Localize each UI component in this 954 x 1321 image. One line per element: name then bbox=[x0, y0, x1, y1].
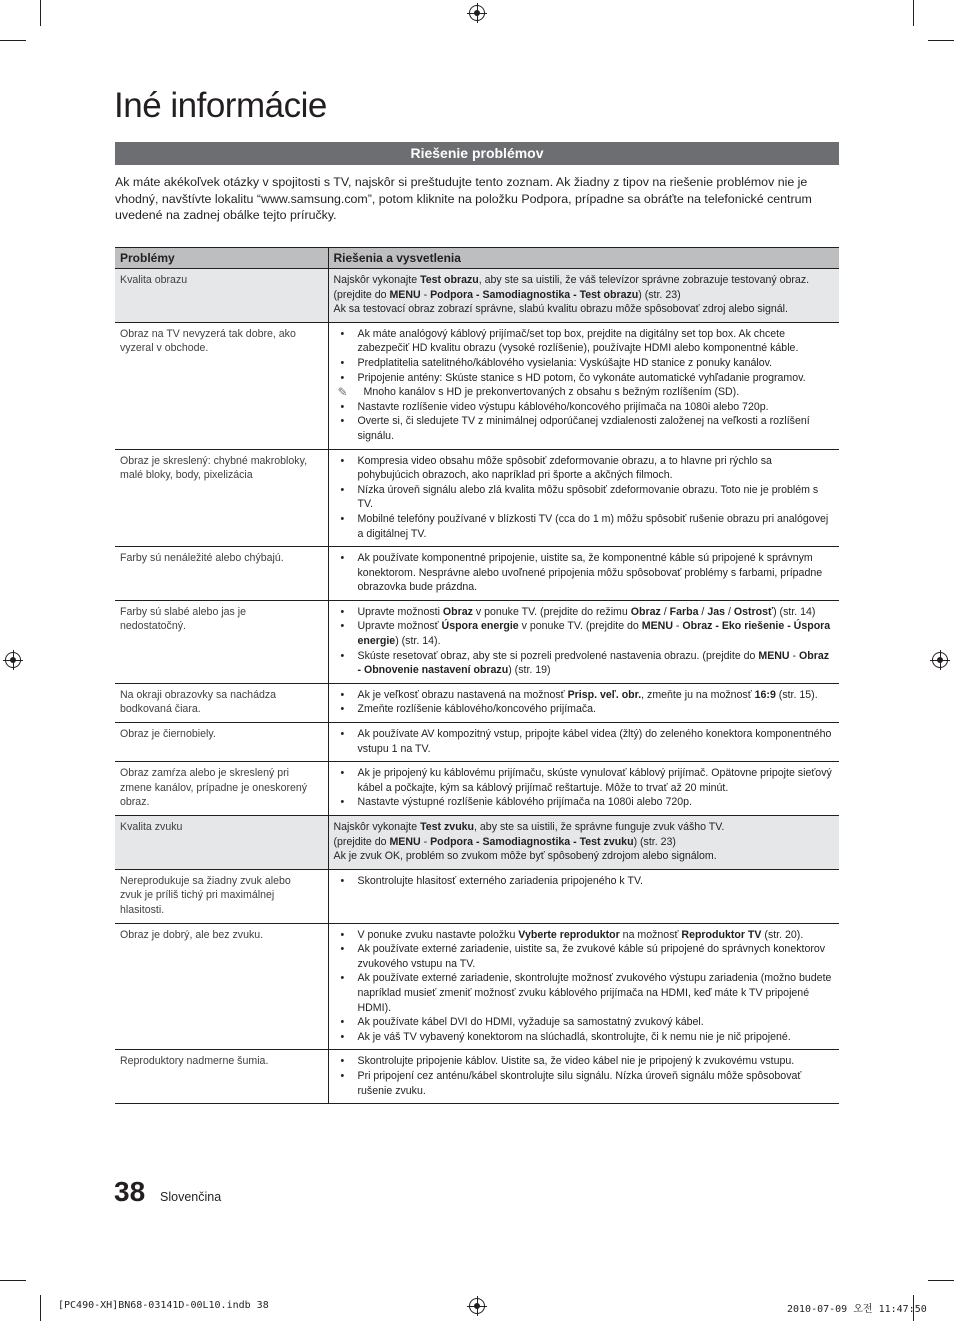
solution-list bbox=[334, 605, 836, 678]
table-row bbox=[115, 269, 839, 323]
troubleshooting-table bbox=[115, 247, 839, 1104]
problem-cell: Obraz je skreslený: chybné makrobloky, malé bloky, body, pixelizácia bbox=[115, 449, 328, 547]
problem-cell: Kvalita zvuku bbox=[115, 816, 328, 870]
list-item bbox=[334, 414, 836, 443]
table-row bbox=[115, 322, 839, 449]
text-run: Predplatitelia satelitného/káblového vysielania: Vyskúšajte HD stanice z ponuky kanálov. bbox=[357, 356, 773, 369]
solution-cell bbox=[328, 816, 839, 870]
text-run: Ak používate AV kompozitný vstup, pripojte kábel videa (žltý) do zeleného konektora komponentného vstupu 1 na TV. bbox=[357, 728, 832, 755]
note bbox=[334, 385, 836, 400]
solution-list bbox=[334, 551, 836, 595]
solution-cell bbox=[328, 762, 839, 816]
registration-mark-icon bbox=[469, 1298, 485, 1314]
text-run: v ponuke TV. (prejdite do režimu bbox=[472, 605, 631, 618]
text-run: Pri pripojení cez anténu/kábel skontrolujte silu signálu. Nízka úroveň signálu môže spôsobovať rušenie zvuku. bbox=[357, 1069, 802, 1097]
text-run: Skontrolujte pripojenie káblov. Uistite sa, že video kábel nie je pripojený k zvukovému vstupu. bbox=[357, 1055, 795, 1068]
solution-cell bbox=[328, 923, 839, 1050]
text-run: Skontrolujte hlasitosť externého zariadenia pripojeného k TV. bbox=[357, 874, 643, 887]
list-item bbox=[334, 702, 836, 717]
print-file-info: [PC490-XH]BN68-03141D-00L10.indb 38 bbox=[58, 1300, 269, 1311]
problem-cell: Obraz zamŕza alebo je skreslený pri zmene kanálov, prípadne je oneskorený obraz. bbox=[115, 762, 328, 816]
list-item bbox=[334, 454, 836, 483]
bold-text: Obraz - Eko riešenie - Úspora energie bbox=[357, 620, 831, 648]
text-run: v ponuke TV. (prejdite do bbox=[518, 620, 642, 633]
text-run: Ak máte analógový káblový prijímač/set top box, prejdite na digitálny set top box. Ak chcete zabezpečiť HD kvalitu obrazu (vysoké rozlíšenie), používajte HDMI alebo komponentné káble. bbox=[357, 327, 799, 355]
bold-text: Podpora - Samodiagnostika - Test obrazu bbox=[430, 288, 639, 301]
page-language: Slovenčina bbox=[160, 1190, 222, 1204]
table-row bbox=[115, 869, 839, 923]
problem-cell: Nereprodukuje sa žiadny zvuk alebo zvuk je príliš tichý pri maximálnej hlasitosti. bbox=[115, 869, 328, 923]
text-run: ) (str. 14) bbox=[773, 605, 816, 618]
table-row bbox=[115, 1050, 839, 1104]
bold-text: Farba bbox=[669, 605, 699, 618]
table-row bbox=[115, 600, 839, 683]
solution-cell bbox=[328, 547, 839, 601]
bold-text: Test zvuku bbox=[420, 821, 475, 833]
text-run: (str. 15). bbox=[775, 688, 818, 701]
text-run: Skúste resetovať obraz, aby ste si pozreli predvolené nastavenia obrazu. (prejdite do bbox=[357, 649, 759, 662]
list-item bbox=[334, 327, 836, 356]
list-item bbox=[334, 727, 836, 756]
crop-mark bbox=[913, 0, 914, 26]
bold-text: Úspora energie bbox=[441, 620, 519, 633]
list-item bbox=[334, 688, 836, 703]
solution-cell bbox=[328, 1050, 839, 1104]
text-run: Ak je pripojený ku káblovému prijímaču, skúste vynulovať káblový prijímač. Opätovne pripojte sieťový kábel a počkajte, kým sa káblový prijímač reštartuje. Môže to trvať až 20 minút. bbox=[357, 767, 832, 794]
table-row bbox=[115, 762, 839, 816]
note-text: Mnoho kanálov s HD je prekonvertovaných z obsahu s bežným rozlíšením (SD). bbox=[363, 386, 740, 399]
text-run: ) (str. 14). bbox=[395, 635, 441, 648]
text-run: , zmeňte ju na možnosť bbox=[641, 688, 755, 701]
problem-cell: Obraz je čiernobiely. bbox=[115, 723, 328, 762]
text-run: Ak je zvuk OK, problém so zvukom môže byť spôsobený zdrojom alebo signálom. bbox=[333, 850, 717, 863]
page-number: 38 bbox=[114, 1176, 146, 1207]
bold-text: Reproduktor TV bbox=[681, 928, 762, 941]
list-item bbox=[334, 766, 836, 795]
solution-list bbox=[334, 874, 836, 889]
problem-cell: Na okraji obrazovky sa nachádza bodkovaná čiara. bbox=[115, 683, 328, 722]
list-item bbox=[334, 971, 836, 1015]
solution-cell bbox=[328, 869, 839, 923]
text-run: Ak používate externé zariadenie, skontrolujte možnosť zvukového výstupu zariadenia (možno budete napríklad musieť zmeniť možnosť zvuku káblového prijímača na HDMI, keď máte k TV pripojené HDMI). bbox=[357, 972, 832, 1014]
table-row bbox=[115, 547, 839, 601]
solution-list bbox=[334, 327, 836, 444]
text-run: - bbox=[672, 620, 683, 633]
bold-text: Obraz bbox=[630, 605, 661, 618]
text-run: Kompresia video obsahu môže spôsobiť zdeformovanie obrazu, a to hlavne pri rýchlo sa pohybujúcich obrazoch, ako napríklad pri športe a akčných filmoch. bbox=[357, 454, 772, 482]
list-item bbox=[334, 371, 836, 386]
text-run: (prejdite do bbox=[333, 835, 390, 848]
list-item bbox=[334, 1054, 836, 1069]
list-item bbox=[334, 551, 836, 595]
list-item bbox=[334, 649, 836, 678]
text-run: Najskôr vykonajte bbox=[333, 274, 421, 286]
list-item bbox=[334, 942, 836, 971]
list-item bbox=[334, 795, 836, 810]
list-item bbox=[334, 619, 836, 648]
text-run: / bbox=[725, 605, 734, 618]
text-run: Nastavte rozlíšenie video výstupu káblového/koncového prijímača na 1080i alebo 720p. bbox=[357, 400, 769, 413]
text-run: Ak je váš TV vybavený konektorom na slúchadlá, skontrolujte, či k nemu nie je nič pripojené. bbox=[357, 1030, 791, 1043]
page-title: Iné informácie bbox=[114, 86, 327, 125]
crop-mark bbox=[928, 40, 954, 41]
text-run: ) (str. 23) bbox=[638, 288, 681, 301]
text-run: - bbox=[420, 288, 431, 301]
list-item bbox=[334, 605, 836, 620]
solution-cell bbox=[328, 449, 839, 547]
text-run: (str. 20). bbox=[761, 928, 804, 941]
problem-cell: Obraz je dobrý, ale bez zvuku. bbox=[115, 923, 328, 1050]
column-header-problems: Problémy bbox=[115, 248, 328, 269]
solution-cell bbox=[328, 723, 839, 762]
list-item bbox=[334, 400, 836, 415]
bold-text: 16:9 bbox=[754, 688, 776, 701]
bold-text: Podpora - Samodiagnostika - Test zvuku bbox=[430, 835, 634, 848]
problem-cell: Obraz na TV nevyzerá tak dobre, ako vyzeral v obchode. bbox=[115, 322, 328, 449]
list-item bbox=[334, 1069, 836, 1098]
table-row bbox=[115, 449, 839, 547]
solution-cell bbox=[328, 269, 839, 323]
bold-text: MENU bbox=[758, 649, 790, 662]
list-item bbox=[334, 512, 836, 541]
table-row bbox=[115, 723, 839, 762]
list-item bbox=[334, 1030, 836, 1045]
table-header-row bbox=[115, 248, 839, 269]
table-row bbox=[115, 923, 839, 1050]
text-run: Najskôr vykonajte bbox=[333, 821, 421, 833]
crop-mark bbox=[40, 1295, 41, 1321]
bold-text: Test obrazu bbox=[420, 274, 479, 286]
table-body bbox=[115, 269, 839, 1104]
solution-list bbox=[334, 454, 836, 542]
registration-mark-icon bbox=[5, 652, 21, 668]
bold-text: Vyberte reproduktor bbox=[518, 928, 620, 941]
crop-mark bbox=[0, 40, 26, 41]
text-run: V ponuke zvuku nastavte položku bbox=[357, 928, 519, 941]
text-run: - bbox=[789, 649, 800, 662]
text-run: Pripojenie antény: Skúste stanice s HD potom, čo vykonáte automatické vyhľadanie programov. bbox=[357, 371, 806, 384]
text-run: Ak používate externé zariadenie, uistite sa, že zvukové káble sú pripojené do správnych konektorov zvukového vstupu na TV. bbox=[357, 943, 826, 970]
text-run: Nastavte výstupné rozlíšenie káblového prijímača na 1080i alebo 720p. bbox=[357, 796, 692, 809]
intro-paragraph: Ak máte akékoľvek otázky v spojitosti s TV, najskôr si preštudujte tento zoznam. Ak žiadny z tipov na riešenie problémov nie je vhodný, navštívte lokalitu “www.samsung.com”, potom kliknite na položku Podpora, prípadne sa obráťte na telefonické centrum uvedené na zadnej obálke tejto príručky. bbox=[115, 175, 812, 222]
crop-mark bbox=[928, 1280, 954, 1281]
text-run: / bbox=[660, 605, 670, 618]
text-run: , aby ste sa uistili, že váš televízor správne zobrazuje testovaný obraz. bbox=[478, 274, 810, 286]
table-row bbox=[115, 683, 839, 722]
crop-mark bbox=[40, 0, 41, 26]
solution-list bbox=[334, 688, 836, 717]
bold-text: MENU bbox=[389, 288, 421, 301]
problem-cell: Farby sú slabé alebo jas je nedostatočný. bbox=[115, 600, 328, 683]
text-run: Ak používate komponentné pripojenie, uistite sa, že komponentné káble sú pripojené k správnym konektorom. Nesprávne alebo uvoľnené pripojenia môžu spôsobovať problémy s farbami, prípadne obrazovka bude prázdna. bbox=[357, 552, 823, 594]
list-item bbox=[334, 874, 836, 889]
text-run: Ak sa testovací obraz zobrazí správne, slabú kvalitu obrazu môže spôsobovať zdroj alebo signál. bbox=[333, 303, 788, 316]
text-run: , aby ste sa uistili, že správne funguje zvuk vášho TV. bbox=[474, 821, 725, 833]
text-run: Upravte možnosti bbox=[357, 605, 443, 618]
text-run: Ak je veľkosť obrazu nastavená na možnosť bbox=[357, 688, 568, 701]
bold-text: Obraz - Obnovenie nastavení obrazu bbox=[357, 649, 830, 677]
problem-cell: Kvalita obrazu bbox=[115, 269, 328, 323]
crop-mark bbox=[0, 1280, 26, 1281]
text-run: Zmeňte rozlíšenie káblového/koncového prijímača. bbox=[357, 703, 596, 716]
text-run: Overte si, či sledujete TV z minimálnej odporúčanej vzdialenosti založenej na veľkosti a rozlíšení signálu. bbox=[357, 415, 810, 442]
section-title: Riešenie problémov bbox=[115, 142, 839, 165]
solution-cell bbox=[328, 683, 839, 722]
bold-text: Prisp. veľ. obr. bbox=[567, 688, 642, 701]
text-run: ) (str. 23) bbox=[633, 835, 676, 848]
bold-text: Obraz bbox=[442, 605, 473, 618]
text-run: na možnosť bbox=[619, 928, 682, 941]
text-run: Upravte možnosť bbox=[357, 620, 442, 633]
solution-list bbox=[334, 928, 836, 1045]
solution-cell bbox=[328, 600, 839, 683]
bold-text: Ostrosť bbox=[733, 605, 774, 618]
list-item bbox=[334, 928, 836, 943]
text-run: Mobilné telefóny používané v blízkosti TV (cca do 1 m) môžu spôsobiť rušenie obrazu pri analógovej a digitálnej TV. bbox=[357, 512, 829, 540]
list-item bbox=[334, 1015, 836, 1030]
pencil-note-icon: ✎ bbox=[337, 385, 348, 400]
table-row bbox=[115, 816, 839, 870]
solution-list bbox=[334, 727, 836, 756]
registration-mark-icon bbox=[932, 652, 948, 668]
bold-text: MENU bbox=[641, 620, 673, 633]
print-date-info: 2010-07-09 오전 11:47:50 bbox=[787, 1304, 927, 1315]
text-run: ) (str. 19) bbox=[508, 664, 551, 677]
list-item bbox=[334, 356, 836, 371]
solution-list bbox=[334, 766, 836, 810]
text-run: Nízka úroveň signálu alebo zlá kvalita môžu spôsobiť zdeformovanie obrazu. Toto nie je problém s TV. bbox=[357, 483, 819, 511]
text-run: / bbox=[698, 605, 708, 618]
solution-cell bbox=[328, 322, 839, 449]
text-run: (prejdite do bbox=[333, 288, 390, 301]
text-run: Ak používate kábel DVI do HDMI, vyžaduje sa samostatný zvukový kábel. bbox=[357, 1016, 704, 1029]
list-item bbox=[334, 483, 836, 512]
column-header-solutions: Riešenia a vysvetlenia bbox=[328, 248, 839, 269]
problem-cell: Farby sú nenáležité alebo chýbajú. bbox=[115, 547, 328, 601]
problem-cell: Reproduktory nadmerne šumia. bbox=[115, 1050, 328, 1104]
bold-text: MENU bbox=[389, 835, 421, 848]
registration-mark-icon bbox=[469, 5, 485, 21]
bold-text: Jas bbox=[707, 605, 725, 618]
solution-list bbox=[334, 1054, 836, 1098]
text-run: - bbox=[420, 835, 431, 848]
